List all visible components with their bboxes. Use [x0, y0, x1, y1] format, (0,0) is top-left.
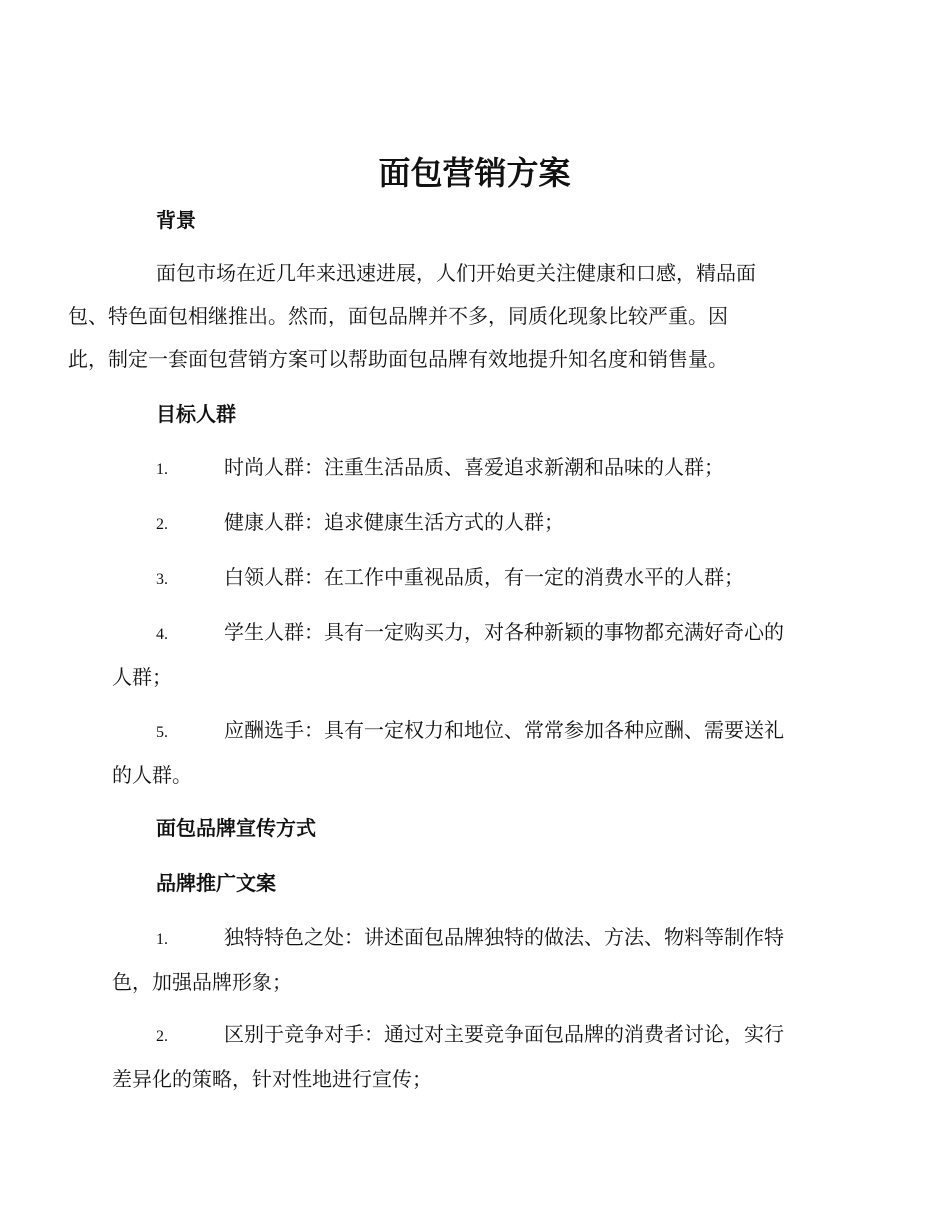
list-item-number: 2. [156, 516, 168, 533]
list-item-text: 时尚人群：注重生活品质、喜爱追求新潮和品味的人群； [224, 455, 724, 479]
list-item-number: 2. [156, 1028, 168, 1045]
paragraph-line: 此，制定一套面包营销方案可以帮助面包品牌有效地提升知名度和销售量。 [68, 347, 728, 371]
section-heading-background: 背景 [156, 208, 196, 232]
list-item-number: 1. [156, 931, 168, 948]
list-item-text: 区别于竞争对手：通过对主要竞争面包品牌的消费者讨论，实行 [224, 1022, 784, 1046]
list-item-text: 白领人群：在工作中重视品质，有一定的消费水平的人群； [224, 565, 744, 589]
list-item-text-continuation: 色，加强品牌形象； [112, 970, 292, 994]
list-item-text: 独特特色之处：讲述面包品牌独特的做法、方法、物料等制作特 [224, 925, 784, 949]
paragraph-line: 面包市场在近几年来迅速进展，人们开始更关注健康和口感，精品面 [156, 261, 756, 285]
list-item-text: 学生人群：具有一定购买力，对各种新颖的事物都充满好奇心的 [224, 620, 784, 644]
list-item [112, 501, 832, 546]
list-item [112, 556, 832, 601]
list-item [112, 611, 832, 699]
list-item-text: 健康人群：追求健康生活方式的人群； [224, 510, 564, 534]
list-item [112, 1013, 832, 1101]
list-item [112, 709, 832, 797]
list-item-number: 1. [156, 461, 168, 478]
list-item [112, 916, 832, 1004]
paragraph-line: 包、特色面包相继推出。然而，面包品牌并不多，同质化现象比较严重。因 [68, 304, 728, 328]
list-item-text-continuation: 人群； [112, 665, 172, 689]
list-item-number: 5. [156, 724, 168, 741]
document-title: 面包营销方案 [378, 154, 571, 192]
list-item [112, 446, 832, 491]
list-item-text: 应酬选手：具有一定权力和地位、常常参加各种应酬、需要送礼 [224, 718, 784, 742]
section-heading-target: 目标人群 [156, 402, 236, 426]
list-item-number: 3. [156, 571, 168, 588]
section-heading-promotion: 面包品牌宣传方式 [156, 816, 316, 840]
list-item-text-continuation: 差异化的策略，针对性地进行宣传； [112, 1067, 432, 1091]
list-item-number: 4. [156, 626, 168, 643]
background-paragraph [68, 252, 832, 381]
list-item-text-continuation: 的人群。 [112, 763, 192, 787]
section-heading-copywriting: 品牌推广文案 [156, 871, 276, 895]
